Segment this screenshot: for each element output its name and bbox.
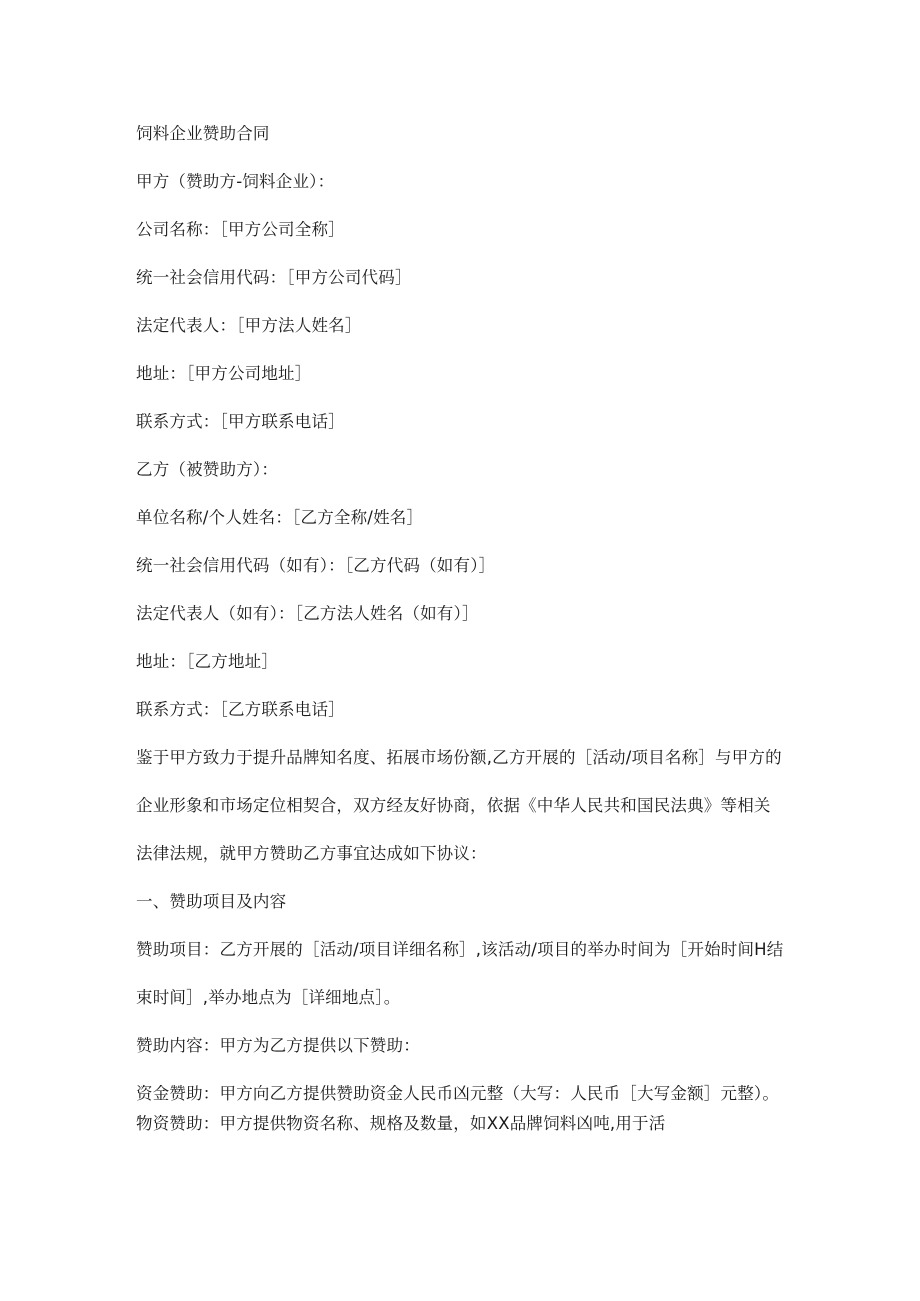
- party-b-name: 单位名称/个人姓名：［乙方全称/姓名］: [136, 508, 424, 527]
- document-body: [136, 118, 796, 1138]
- party-a-address: 地址：［甲方公司地址］: [136, 364, 312, 383]
- material-sponsorship: 物资赞助：甲方提供物资名称、规格及数量，如XX品牌饲料凶吨,用于活: [136, 1114, 666, 1133]
- party-b-address: 地址：［乙方地址］: [136, 652, 279, 671]
- party-b-heading: 乙方（被赞助方）：: [136, 460, 279, 479]
- party-a-legal-rep: 法定代表人：［甲方法人姓名］: [136, 316, 362, 335]
- party-a-company-name: 公司名称：［甲方公司全称］: [136, 220, 345, 239]
- preamble-line-1: 鉴于甲方致力于提升品牌知名度、拓展市场份额,乙方开展的［活动/项目名称］与甲方的: [136, 748, 782, 767]
- party-a-contact: 联系方式：［甲方联系电话］: [136, 412, 345, 431]
- sponsorship-project-line-2: 束时间］,举办地点为［详细地点］。: [136, 988, 401, 1007]
- party-b-credit-code: 统一社会信用代码（如有）：［乙方代码（如有）］: [136, 556, 496, 575]
- cash-sponsorship: 资金赞助：甲方向乙方提供赞助资金人民币凶元整（大写：人民币［大写金额］元整）。: [136, 1084, 780, 1103]
- party-b-contact: 联系方式：［乙方联系电话］: [136, 700, 345, 719]
- party-b-legal-rep: 法定代表人（如有）：［乙方法人姓名（如有）］: [136, 604, 479, 623]
- party-a-credit-code: 统一社会信用代码：［甲方公司代码］: [136, 268, 412, 287]
- party-a-heading: 甲方（赞助方-饲料企业）：: [136, 172, 335, 191]
- preamble-line-3: 法律法规，就甲方赞助乙方事宜达成如下协议：: [136, 844, 487, 863]
- sponsorship-content: 赞助内容：甲方为乙方提供以下赞助：: [136, 1036, 420, 1055]
- document-title: 饲料企业赞助合同: [136, 124, 270, 143]
- sponsorship-project-line-1: 赞助项目：乙方开展的［活动/项目详细名称］,该活动/项目的举办时间为［开始时间H结: [136, 940, 784, 959]
- preamble-line-2: 企业形象和市场定位相契合，双方经友好协商，依据《中华人民共和国民法典》等相关: [136, 796, 771, 815]
- section-1-heading: 一、赞助项目及内容: [136, 892, 287, 911]
